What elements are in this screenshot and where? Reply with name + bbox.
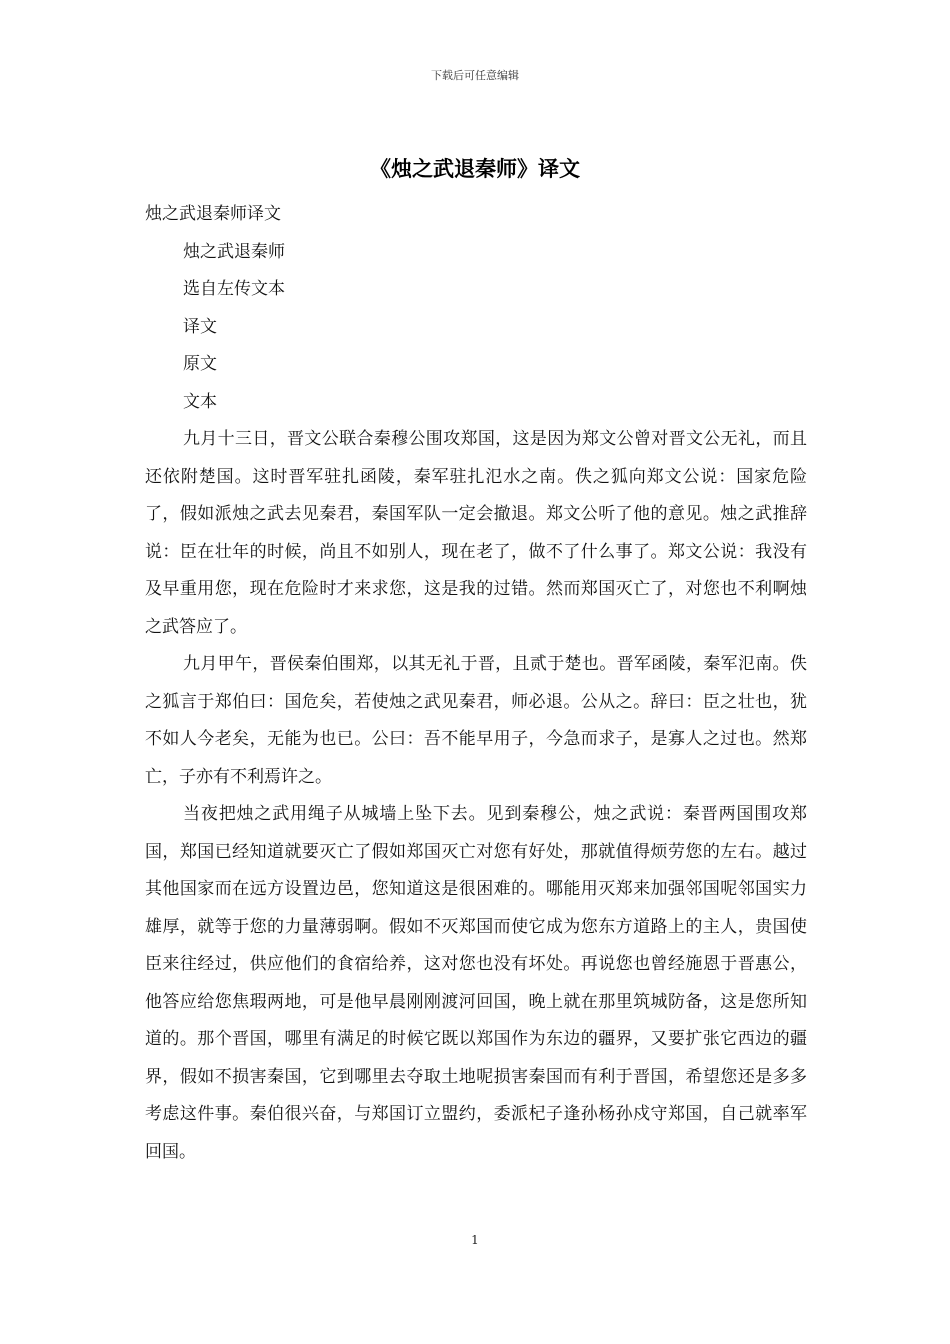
translation-paragraph: 当夜把烛之武用绳子从城墙上坠下去。见到秦穆公，烛之武说：秦晋两国围攻郑国，郑国已经知道就要灭亡了假如郑国灭亡对您有好处，那就值得烦劳您的左右。越过其他国家而在远方设置边邑，您知道这是很困难的。哪能用灭郑来加强邻国呢邻国实力雄厚，就等于您的力量薄弱啊。假如不灭郑国而使它成为您东方道路上的主人，贵国使臣来往经过，供应他们的食宿给养，这对您也没有坏处。再说您也曾经施恩于晋惠公，他答应给您焦瑕两地，可是他早晨刚刚渡河回国，晚上就在那里筑城防备，这是您所知道的。那个晋国，哪里有满足的时候它既以郑国作为东边的疆界，又要扩张它西边的疆界，假如不损害秦国，它到哪里去夺取土地呢损害秦国而有利于晋国，希望您还是多多考虑这件事。秦伯很兴奋，与郑国订立盟约，委派杞子逢孙杨孙戍守郑国，自己就率军回国。 <box>145 804 807 1162</box>
outline-line: 选自左传文本 <box>183 279 285 299</box>
header-note: 下载后可任意编辑 <box>431 69 519 82</box>
outline-line: 文本 <box>183 391 217 412</box>
page-number: 1 <box>471 1233 479 1247</box>
outline-line: 原文 <box>183 354 217 374</box>
outline-line: 译文 <box>183 316 217 337</box>
translation-paragraph: 九月十三日，晋文公联合秦穆公围攻郑国，这是因为郑文公曾对晋文公无礼，而且还依附楚国。这时晋军驻扎函陵，秦军驻扎氾水之南。佚之狐向郑文公说：国家危险了，假如派烛之武去见秦君，秦国军队一定会撤退。郑文公听了他的意见。烛之武推辞说：臣在壮年的时候，尚且不如别人，现在老了，做不了什么事了。郑文公说：我没有及早重用您，现在危险时才来求您，这是我的过错。然而郑国灭亡了，对您也不利啊烛之武答应了。 <box>145 429 807 637</box>
subtitle-line: 烛之武退秦师译文 <box>145 204 281 224</box>
document-title: 《烛之武退秦师》译文 <box>370 156 580 181</box>
outline-line: 烛之武退秦师 <box>183 241 285 262</box>
document-body <box>145 196 807 1171</box>
original-text-paragraph: 九月甲午，晋侯秦伯围郑，以其无礼于晋，且贰于楚也。晋军函陵，秦军氾南。佚之狐言于郑伯曰：国危矣，若使烛之武见秦君，师必退。公从之。辞曰：臣之壮也，犹不如人今老矣，无能为也已。公曰：吾不能早用子，今急而求子，是寡人之过也。然郑亡，子亦有不利焉许之。 <box>145 654 807 787</box>
